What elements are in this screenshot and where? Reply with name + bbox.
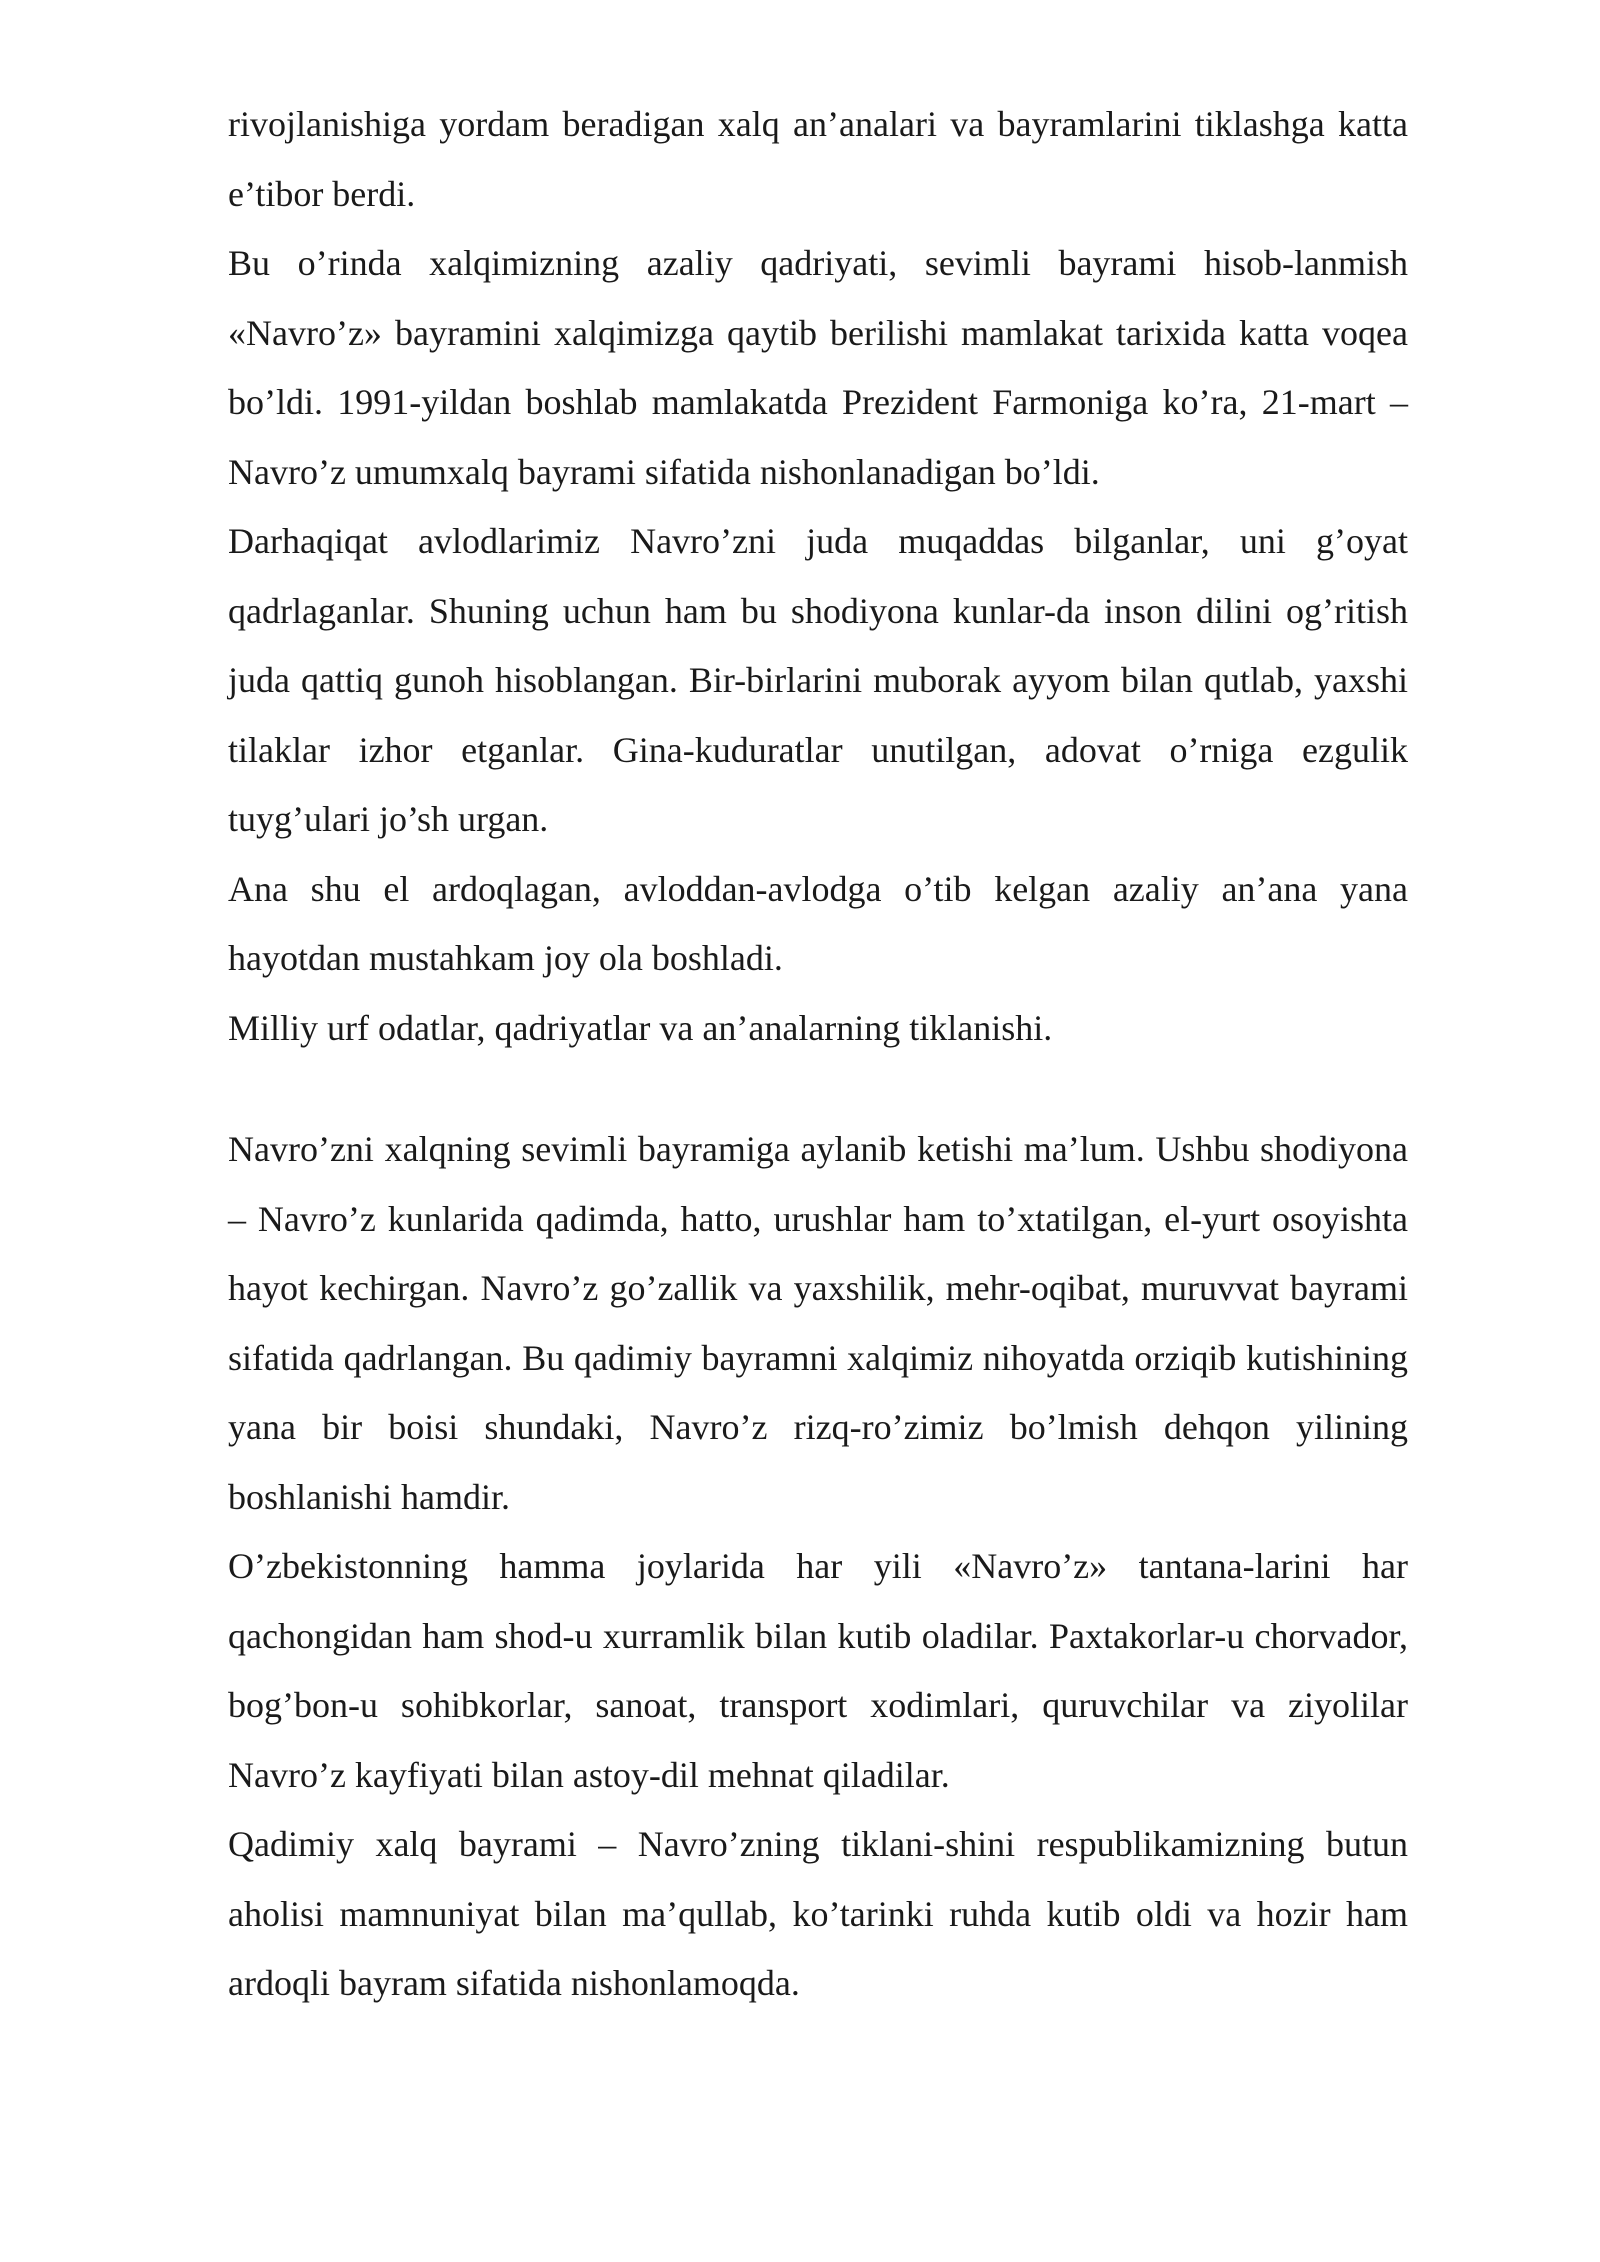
paragraph-4: Ana shu el ardoqlagan, avloddan-avlodga o’tib kelgan azaliy an’ana yana hayotdan mustahkam joy ola boshladi. — [228, 868, 1408, 978]
paragraph-6: O’zbekistonning hamma joylarida har yili «Navro’z» tantana-larini har qachongidan ham shod-u xurramlik bilan kutib oladilar. Paxtakorlar-u chorvador, bog’bon-u sohibkorlar, sanoat, transport xodimlari, quruvchilar va ziyolilar Navro’z kayfiyati bilan astoy-dil mehnat qiladilar. — [228, 1546, 1408, 1795]
paragraph-spacer — [228, 1063, 1408, 1115]
paragraph-3: Darhaqiqat avlodlarimiz Navro’zni juda muqaddas bilganlar, uni g’oyat qadrlaganlar. Shuning uchun ham bu shodiyona kunlar-da inson dilini og’ritish juda qattiq gunoh hisoblangan. Bir-birlarini muborak ayyom bilan qutlab, yaxshi tilaklar izhor etganlar. Gina-kuduratlar unutilgan, adovat o’rniga ezgulik tuyg’ulari jo’sh urgan. — [228, 521, 1408, 839]
paragraph-5: Navro’zni xalqning sevimli bayramiga aylanib ketishi ma’lum. Ushbu shodiyona – Navro’z kunlarida qadimda, hatto, urushlar ham to’xtatilgan, el-yurt osoyishta hayot kechirgan. Navro’z go’zallik va yaxshilik, mehr-oqibat, muruvvat bayrami sifatida qadrlangan. Bu qadimiy bayramni xalqimiz nihoyatda orziqib kutishining yana bir boisi shundaki, Navro’z rizq-ro’zimiz bo’lmish dehqon yilining boshlanishi hamdir. — [228, 1129, 1408, 1517]
paragraph-1: rivojlanishiga yordam beradigan xalq an’analari va bayramlarini tiklashga katta e’tibor berdi. — [228, 104, 1408, 214]
paragraph-2: Bu o’rinda xalqimizning azaliy qadriyati, sevimli bayrami hisob-lanmish «Navro’z» bayramini xalqimizga qaytib berilishi mamlakat tarixida katta voqea bo’ldi. 1991-yildan boshlab mamlakatda Prezident Farmoniga ko’ra, 21-mart – Navro’z umumxalq bayrami sifatida nishonlanadigan bo’ldi. — [228, 243, 1408, 492]
paragraph-7: Qadimiy xalq bayrami – Navro’zning tiklani-shini respublikamizning butun aholisi mamnuniyat bilan ma’qullab, ko’tarinki ruhda kutib oldi va hozir ham ardoqli bayram sifatida nishonlamoqda. — [228, 1824, 1408, 2003]
document-body — [228, 90, 1408, 2019]
section-heading: Milliy urf odatlar, qadriyatlar va an’analarning tiklanishi. — [228, 1007, 1053, 1048]
